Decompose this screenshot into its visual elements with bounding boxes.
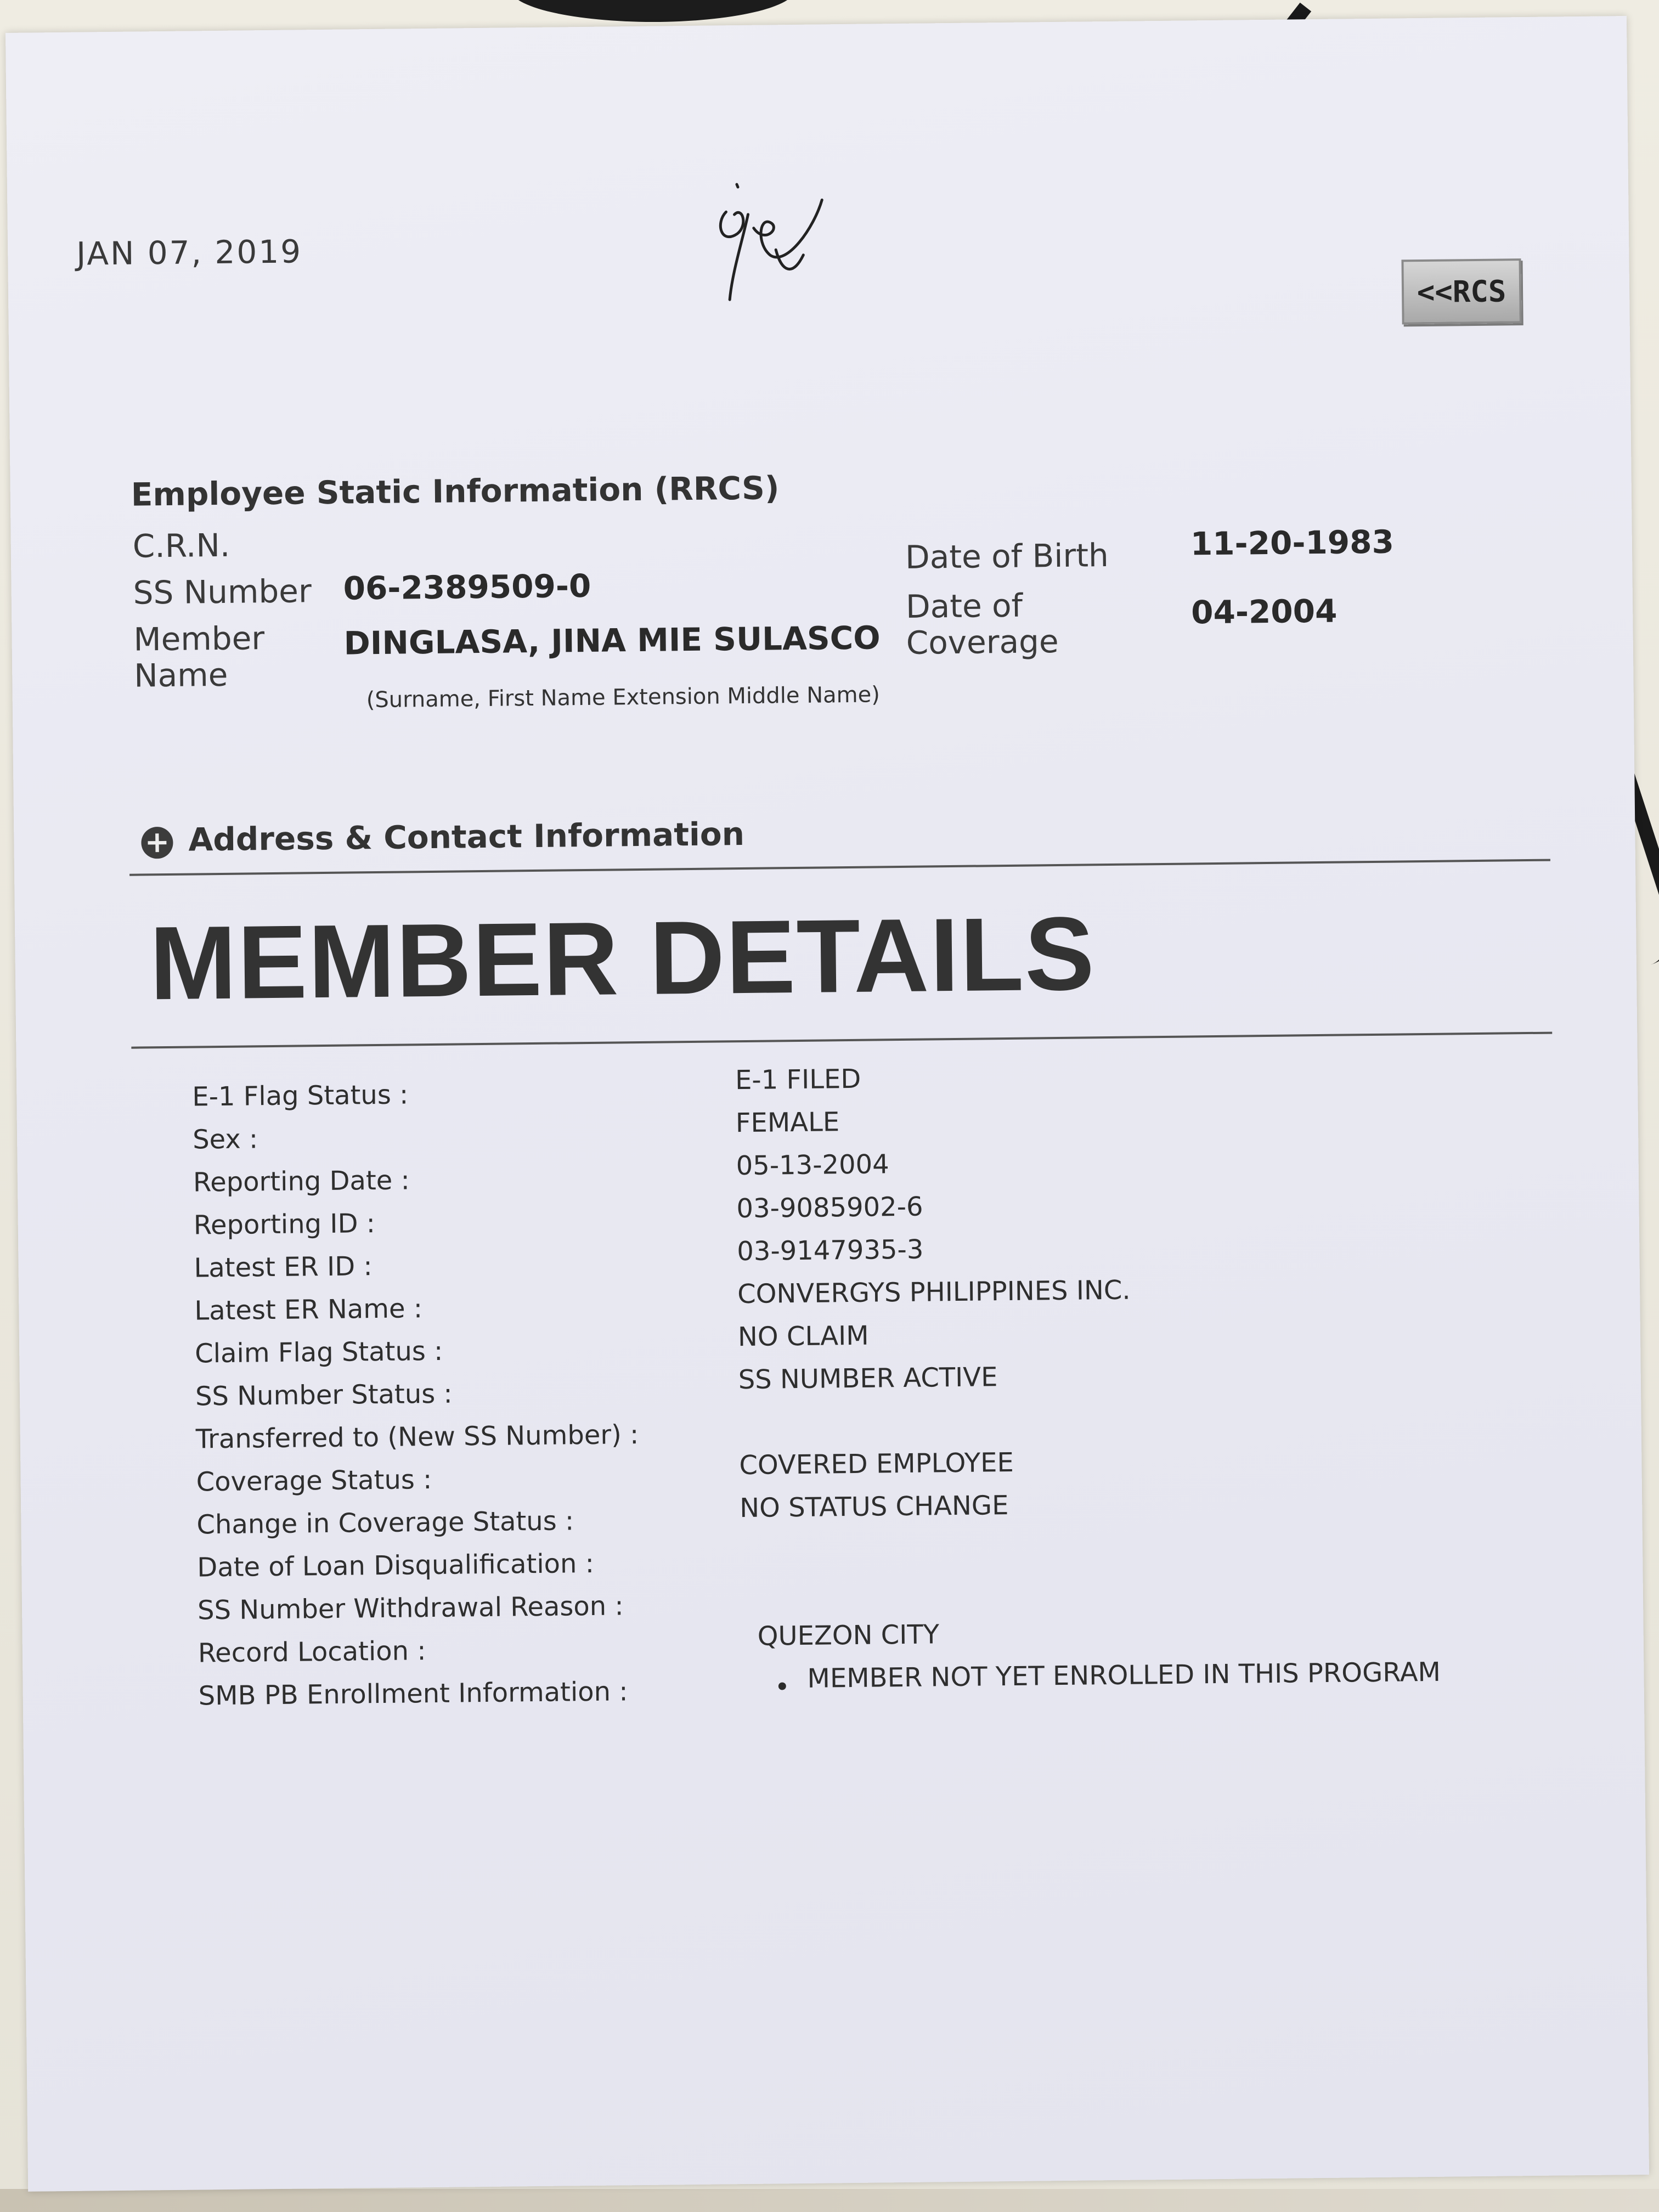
handwritten-signature [704, 161, 832, 305]
member-name-hint: (Surname, First Name Extension Middle Name) [366, 682, 881, 713]
member-name-label-line2: Name [133, 656, 228, 695]
detail-label: Record Location : [198, 1635, 426, 1669]
rcs-back-button[interactable]: <<RCS [1401, 258, 1521, 324]
printed-page [5, 16, 1649, 2192]
detail-label: Latest ER ID : [194, 1251, 373, 1284]
detail-label: Claim Flag Status : [194, 1335, 443, 1369]
coverage-label-line2: Coverage [906, 622, 1059, 662]
coverage-date-value: 04-2004 [1190, 592, 1338, 631]
bullet-icon: • [774, 1672, 791, 1703]
detail-value: NO STATUS CHANGE [739, 1490, 1009, 1524]
address-contact-title[interactable]: Address & Contact Information [188, 815, 745, 859]
divider [131, 1032, 1552, 1049]
detail-value: E-1 FILED [735, 1063, 861, 1096]
print-date: JAN 07, 2019 [76, 233, 303, 273]
member-details-title: MEMBER DETAILS [149, 895, 1096, 1022]
dob-value: 11-20-1983 [1190, 523, 1395, 563]
desk-edge [0, 2189, 1659, 2212]
crn-label: C.R.N. [132, 526, 230, 565]
detail-label: Transferred to (New SS Number) : [195, 1419, 639, 1455]
detail-value: 05-13-2004 [736, 1149, 889, 1182]
detail-value: CONVERGYS PHILIPPINES INC. [737, 1274, 1131, 1310]
detail-value: SS NUMBER ACTIVE [738, 1362, 998, 1396]
detail-value: NO CLAIM [737, 1320, 869, 1353]
coverage-date-label [906, 587, 1059, 661]
coverage-label-line1: Date of [905, 586, 1023, 625]
detail-label: Reporting Date : [193, 1165, 410, 1198]
detail-label: Sex : [192, 1124, 258, 1155]
detail-value: COVERED EMPLOYEE [739, 1447, 1014, 1481]
detail-label: Reporting ID : [193, 1208, 376, 1241]
detail-label: Coverage Status : [196, 1464, 432, 1498]
detail-value: FEMALE [735, 1107, 840, 1139]
ss-number-value: 06-2389509-0 [343, 567, 591, 607]
static-info-title: Employee Static Information (RRCS) [131, 469, 780, 514]
member-name-label [133, 620, 265, 693]
detail-value: 03-9085902-6 [736, 1191, 923, 1224]
member-name-label-line1: Member [133, 619, 265, 658]
detail-label: SS Number Withdrawal Reason : [197, 1590, 624, 1626]
detail-value: QUEZON CITY [757, 1619, 940, 1652]
detail-label: SMB PB Enrollment Information : [198, 1676, 628, 1712]
plus-circle-icon[interactable]: + [141, 827, 173, 859]
detail-label: E-1 Flag Status : [192, 1079, 409, 1113]
detail-label: Date of Loan Disqualification : [197, 1548, 595, 1583]
detail-value: 03-9147935-3 [737, 1234, 924, 1267]
dob-label: Date of Birth [905, 536, 1109, 576]
detail-label: Latest ER Name : [194, 1293, 423, 1327]
detail-label: Change in Coverage Status : [196, 1505, 574, 1541]
divider [129, 859, 1550, 876]
member-name-value: DINGLASA, JINA MIE SULASCO [343, 619, 881, 662]
detail-label: SS Number Status : [195, 1378, 453, 1412]
ss-number-label: SS Number [133, 572, 312, 612]
detail-value: MEMBER NOT YET ENROLLED IN THIS PROGRAM [807, 1656, 1441, 1694]
